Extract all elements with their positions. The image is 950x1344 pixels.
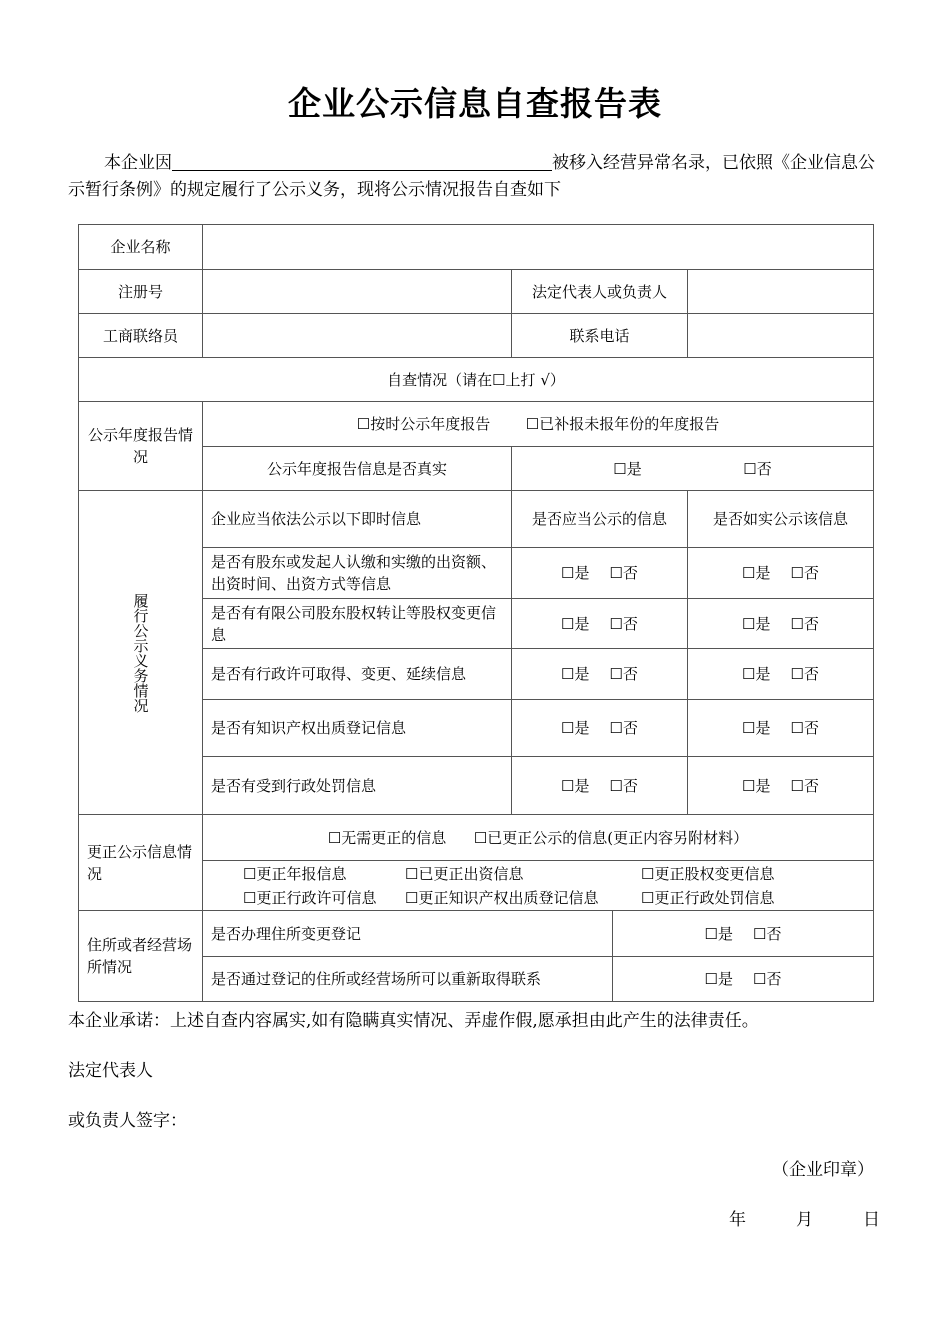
pledge-text: 本企业承诺：上述自查内容属实,如有隐瞒真实情况、弄虚作假,愿承担由此产生的法律责任。 <box>68 1011 759 1031</box>
actual-no-checkbox[interactable]: ☐否 <box>790 614 819 633</box>
duty-question: 是否有受到行政处罚信息 <box>203 757 512 815</box>
legal-rep-field[interactable] <box>688 270 874 314</box>
should-no-checkbox[interactable]: ☐否 <box>609 614 638 633</box>
annual-true-choice <box>512 447 874 491</box>
annual-report-label: 公示年度报告情况 <box>79 402 203 491</box>
reg-no-field[interactable] <box>203 270 512 314</box>
liaison-label: 工商联络员 <box>79 314 203 358</box>
company-seal-label: （企业印章） <box>772 1160 874 1180</box>
actual-yes-checkbox[interactable]: ☐是 <box>742 564 771 582</box>
duty-question: 是否有行政许可取得、变更、延续信息 <box>203 649 512 700</box>
page-title: 企业公示信息自查报告表 <box>288 84 662 123</box>
responsible-sign-label: 或负责人签字： <box>68 1111 187 1131</box>
intro-paragraph <box>68 150 883 204</box>
annual-true-no-checkbox[interactable]: ☐否 <box>743 459 772 478</box>
address-question-1: 是否办理住所变更登记 <box>203 911 613 957</box>
legal-rep-label: 法定代表人或负责人 <box>512 270 688 314</box>
duty-question: 是否有有限公司股东股权转让等股权变更信息 <box>203 599 512 649</box>
year-label: 年 <box>729 1210 746 1230</box>
duty-header-actual: 是否如实公示该信息 <box>688 491 874 548</box>
liaison-field[interactable] <box>203 314 512 358</box>
phone-label: 联系电话 <box>512 314 688 358</box>
duty-question: 是否有知识产权出质登记信息 <box>203 700 512 757</box>
correct-side-label: 更正公示信息情况 <box>79 815 203 911</box>
reason-blank-field[interactable] <box>172 152 552 171</box>
should-yes-checkbox[interactable]: ☐是 <box>561 776 590 795</box>
duty-question: 是否有股东或发起人认缴和实缴的出资额、出资时间、出资方式等信息 <box>203 548 512 599</box>
should-yes-checkbox[interactable]: ☐是 <box>561 719 590 737</box>
annual-true-yes-checkbox[interactable]: ☐是 <box>613 459 642 478</box>
company-name-field[interactable] <box>203 225 874 270</box>
self-check-header: 自查情况（请在☐上打 √） <box>79 358 874 402</box>
address-side-label: 住所或者经营场所情况 <box>79 911 203 1002</box>
address-question-2: 是否通过登记的住所或经营场所可以重新取得联系 <box>203 957 613 1002</box>
should-yes-checkbox[interactable]: ☐是 <box>561 564 590 582</box>
day-label: 日 <box>863 1210 880 1230</box>
correct-options <box>203 815 874 861</box>
actual-yes-checkbox[interactable]: ☐是 <box>742 665 771 683</box>
duty-header-should: 是否应当公示的信息 <box>512 491 688 548</box>
company-name-label: 企业名称 <box>79 225 203 270</box>
date-line <box>729 1205 880 1230</box>
phone-field[interactable] <box>688 314 874 358</box>
correct-penalty-checkbox[interactable]: ☐更正行政处罚信息 <box>641 888 775 907</box>
should-no-checkbox[interactable]: ☐否 <box>609 776 638 795</box>
actual-no-checkbox[interactable]: ☐否 <box>790 776 819 795</box>
should-no-checkbox[interactable]: ☐否 <box>609 665 638 683</box>
no-correction-checkbox[interactable]: ☐无需更正的信息 <box>327 828 447 847</box>
actual-yes-checkbox[interactable]: ☐是 <box>742 614 771 633</box>
legal-rep-sign-label: 法定代表人 <box>68 1061 153 1081</box>
intro-text-rest: 被移入经营异常名录，已依照《企业信息公示暂行条例》的规定履行了公示义务，现将公示情况报告自查如下 <box>68 153 875 200</box>
actual-no-checkbox[interactable]: ☐否 <box>790 719 819 737</box>
reg-no-label: 注册号 <box>79 270 203 314</box>
address1-no-checkbox[interactable]: ☐否 <box>753 924 782 943</box>
should-yes-checkbox[interactable]: ☐是 <box>561 614 590 633</box>
correct-sub-options <box>203 861 874 911</box>
month-label: 月 <box>796 1210 813 1230</box>
should-yes-checkbox[interactable]: ☐是 <box>561 665 590 683</box>
address2-no-checkbox[interactable]: ☐否 <box>753 970 782 988</box>
corrected-checkbox[interactable]: ☐已更正公示的信息(更正内容另附材料） <box>473 828 749 847</box>
actual-no-checkbox[interactable]: ☐否 <box>790 665 819 683</box>
correct-annual-checkbox[interactable]: ☐更正年报信息 <box>243 864 347 883</box>
annual-true-label: 公示年度报告信息是否真实 <box>203 447 512 491</box>
correct-capital-checkbox[interactable]: ☐已更正出资信息 <box>405 864 524 883</box>
intro-text-start: 本企业因 <box>104 153 172 173</box>
duty-side-label: 履行公示义务情况 <box>131 592 150 713</box>
self-check-form <box>78 224 874 1002</box>
duty-header-info: 企业应当依法公示以下即时信息 <box>203 491 512 548</box>
annual-report-options <box>203 402 874 447</box>
annual-ontime-checkbox[interactable]: ☐按时公示年度报告 <box>356 415 491 433</box>
correct-ip-pledge-checkbox[interactable]: ☐更正知识产权出质登记信息 <box>405 888 599 907</box>
actual-no-checkbox[interactable]: ☐否 <box>790 564 819 582</box>
address1-yes-checkbox[interactable]: ☐是 <box>704 924 733 943</box>
correct-license-checkbox[interactable]: ☐更正行政许可信息 <box>243 888 377 907</box>
address2-yes-checkbox[interactable]: ☐是 <box>704 970 733 988</box>
should-no-checkbox[interactable]: ☐否 <box>609 719 638 737</box>
actual-yes-checkbox[interactable]: ☐是 <box>742 719 771 737</box>
annual-supplement-checkbox[interactable]: ☐已补报未报年份的年度报告 <box>525 415 720 433</box>
duty-side-cell <box>79 491 203 815</box>
correct-equity-checkbox[interactable]: ☐更正股权变更信息 <box>641 864 775 883</box>
actual-yes-checkbox[interactable]: ☐是 <box>742 776 771 795</box>
should-no-checkbox[interactable]: ☐否 <box>609 564 638 582</box>
